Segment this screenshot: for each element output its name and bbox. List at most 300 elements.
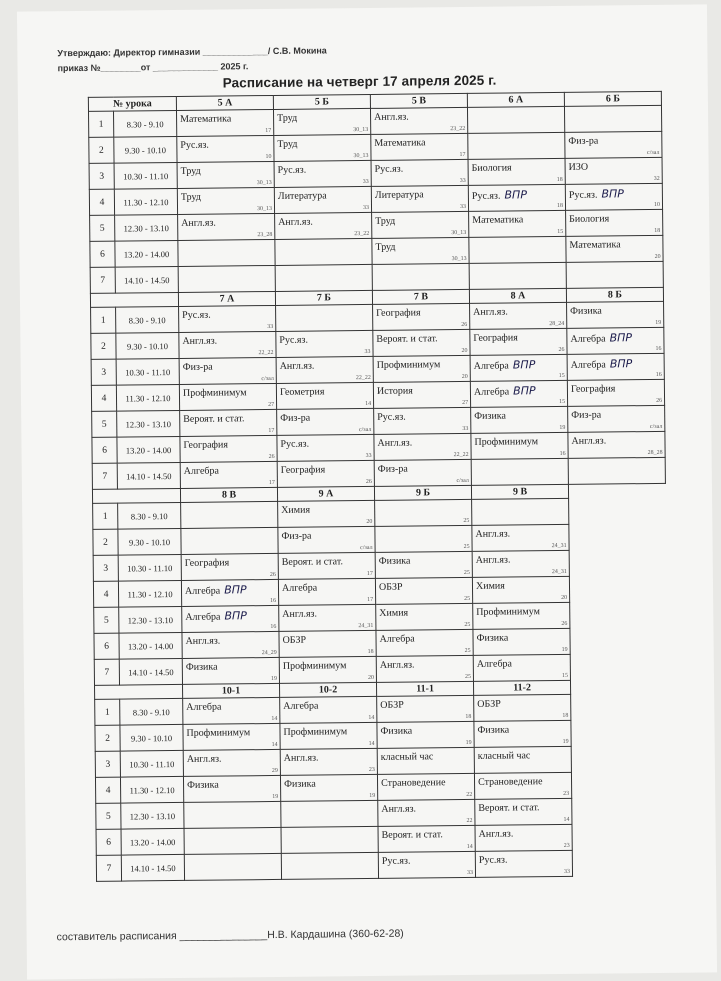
- schedule-cell: [181, 501, 278, 528]
- lesson-number: 1: [91, 307, 116, 333]
- schedule-cell: [373, 381, 470, 408]
- subject: Англ.яз.: [185, 635, 221, 647]
- schedule-cell: [278, 578, 375, 605]
- room-number: 15: [558, 372, 565, 379]
- subject: Профминимум: [283, 726, 348, 738]
- schedule-cell: [378, 851, 475, 878]
- schedule-cell: [372, 237, 469, 264]
- handwritten-note: ВПР: [504, 188, 527, 202]
- schedule-cell: [474, 772, 571, 799]
- subject: Физика: [476, 632, 509, 644]
- empty-space: [569, 549, 666, 576]
- lesson-time: 13.20 - 14.00: [117, 436, 180, 463]
- subject: Рус.яз.: [374, 163, 404, 175]
- room-number: с/зал: [649, 423, 663, 431]
- schedule-cell: [277, 408, 374, 435]
- subject: Англ.яз.: [181, 217, 216, 229]
- lesson-time: 10.30 - 11.10: [114, 162, 177, 189]
- empty-space: [572, 849, 669, 876]
- room-number: 23_22: [450, 125, 466, 133]
- subject: Англ.яз.: [278, 216, 313, 228]
- subject: Рус.яз.: [182, 309, 211, 321]
- schedule-cell: [467, 106, 564, 133]
- room-number: 18: [465, 713, 472, 720]
- lesson-time: 12.30 - 13.10: [117, 410, 180, 437]
- room-number: 33: [362, 204, 370, 212]
- schedule-cell: [279, 604, 376, 631]
- schedule-cell: [275, 238, 372, 265]
- schedule-cell: [567, 353, 664, 380]
- schedule-cell: [374, 433, 471, 460]
- lesson-number: 2: [89, 137, 114, 163]
- lesson-number: 2: [91, 333, 116, 359]
- subject: Физика: [283, 778, 316, 790]
- room-number: 28_28: [647, 449, 663, 457]
- room-number: 19: [559, 424, 566, 431]
- schedule-cell: [275, 264, 372, 291]
- room-number: с/зал: [456, 477, 469, 485]
- schedule-cell: [470, 380, 567, 407]
- empty-space: [568, 483, 665, 498]
- class-name: 7 Б: [275, 290, 372, 305]
- subject: Физ-ра: [568, 135, 599, 147]
- room-number: 22: [466, 817, 473, 824]
- room-number: 19: [270, 675, 277, 683]
- subject-text: Алгебра: [570, 333, 606, 345]
- room-number: 14: [563, 816, 570, 823]
- schedule-cell: [471, 458, 568, 485]
- subject: Англ.яз.: [374, 111, 409, 123]
- subject: Рус.яз.: [478, 854, 508, 866]
- subject: ОБЗР: [477, 698, 501, 710]
- room-number: 18: [556, 176, 563, 183]
- room-number: 23: [563, 842, 570, 849]
- subject: Труд: [375, 241, 396, 253]
- schedule-cell: [280, 774, 377, 801]
- lesson-number-header: № урока: [88, 96, 176, 111]
- subject: Физ-ра: [280, 412, 311, 424]
- subject: Физ-ра: [571, 409, 602, 421]
- room-number: 26: [269, 571, 276, 579]
- lesson-number: 1: [88, 111, 113, 137]
- schedule-cell: [566, 209, 663, 236]
- room-number: 17: [366, 570, 373, 578]
- class-name: 5 В: [370, 93, 467, 108]
- subject: Химия: [379, 607, 409, 619]
- lesson-number: 4: [95, 777, 120, 803]
- schedule-cell: [276, 330, 373, 357]
- room-number: 14: [368, 714, 375, 721]
- schedule-cell: [472, 524, 569, 551]
- schedule-cell: [374, 407, 471, 434]
- schedule-cell: [475, 850, 572, 877]
- schedule-cell: [182, 657, 279, 684]
- schedule-cell: [377, 773, 474, 800]
- lesson-time: 14.10 - 14.50: [121, 854, 184, 881]
- subject: Англ.яз.: [475, 554, 511, 566]
- room-number: 14: [466, 843, 473, 850]
- subject: Профминимум: [282, 660, 347, 672]
- schedule-cell: [276, 382, 373, 409]
- lesson-number: 2: [93, 529, 118, 555]
- lesson-time: 11.30 - 12.10: [120, 776, 183, 803]
- room-number: 33: [459, 203, 467, 211]
- lesson-time: 8.30 - 9.10: [116, 306, 179, 333]
- schedule-cell: [376, 629, 473, 656]
- room-number: с/зал: [261, 375, 274, 383]
- room-number: с/зал: [360, 544, 373, 552]
- schedule-cell: [470, 302, 567, 329]
- room-number: 16: [655, 345, 662, 352]
- schedule-cell: [180, 435, 277, 462]
- subject: Профминимум: [476, 606, 540, 618]
- handwritten-note: ВПР: [224, 583, 247, 597]
- subject: Труд: [180, 191, 202, 203]
- lesson-number-header: [95, 684, 183, 699]
- lesson-time: 9.30 - 10.10: [120, 724, 183, 751]
- subject: Вероят. и стат.: [478, 802, 540, 814]
- schedule-cell: [179, 357, 276, 384]
- lesson-number: 6: [90, 241, 115, 267]
- room-number: 17: [268, 479, 275, 487]
- room-number: 10: [265, 153, 272, 161]
- lesson-number: 5: [90, 215, 115, 241]
- class-name: 9 В: [471, 484, 568, 499]
- room-number: 19: [465, 739, 472, 746]
- subject: Физ-ра: [182, 361, 213, 373]
- room-number: 14: [368, 740, 375, 747]
- room-number: 18: [556, 202, 564, 209]
- subject: класный час: [380, 751, 434, 763]
- empty-space: [572, 797, 669, 824]
- schedule-cell: [568, 457, 665, 484]
- room-number: 26: [365, 478, 372, 486]
- room-number: 16: [559, 450, 566, 457]
- schedule-cell: [375, 577, 472, 604]
- schedule-cell: [281, 852, 378, 879]
- room-number: 15: [559, 398, 566, 405]
- lesson-number: 7: [94, 659, 119, 685]
- schedule-cell: [567, 379, 664, 406]
- subject: Алгебра: [186, 701, 222, 713]
- schedule-cell: [178, 239, 275, 266]
- room-number: 25: [464, 621, 471, 628]
- schedule-cell: [470, 354, 567, 381]
- subject: [570, 331, 632, 345]
- subject: Профминимум: [186, 727, 251, 739]
- room-number: 25: [463, 517, 470, 524]
- schedule-sheet: [17, 4, 717, 979]
- schedule-cell: [183, 775, 280, 802]
- room-number: 25: [463, 543, 470, 550]
- room-number: 22_22: [355, 374, 371, 382]
- schedule-cell: [470, 328, 567, 355]
- schedule-cell: [280, 696, 377, 723]
- schedule-cell: [566, 235, 663, 262]
- subject: Англ.яз.: [473, 306, 508, 318]
- subject: Биология: [471, 162, 512, 174]
- subject: Англ.яз.: [186, 753, 222, 765]
- schedule-cell: [371, 133, 468, 160]
- schedule-cell: [280, 748, 377, 775]
- room-number: 22_22: [453, 451, 469, 459]
- subject: Химия: [281, 504, 311, 516]
- subject: Математика: [472, 214, 524, 226]
- class-name: 5 Б: [273, 94, 370, 109]
- room-number: 26: [561, 620, 568, 627]
- room-number: 28_24: [549, 320, 565, 328]
- schedule-cell: [372, 211, 469, 238]
- empty-space: [570, 653, 667, 680]
- schedule-cell: [178, 213, 275, 240]
- class-name: 6 Б: [564, 91, 661, 106]
- subject: Страноведение: [380, 777, 446, 789]
- room-number: 33: [462, 425, 469, 432]
- subject: Физика: [380, 725, 413, 737]
- schedule-cell: [468, 184, 565, 211]
- empty-space: [569, 575, 666, 602]
- schedule-cell: [180, 409, 277, 436]
- subject: Рус.яз.: [279, 334, 309, 346]
- schedule-cell: [280, 722, 377, 749]
- subject: ОБЗР: [282, 634, 307, 646]
- schedule-cell: [468, 158, 565, 185]
- subject: Труд: [277, 112, 298, 124]
- lesson-number: 5: [94, 607, 119, 633]
- subject: Алгебра: [281, 582, 318, 594]
- room-number: 23_28: [257, 231, 273, 239]
- schedule-cell: [184, 827, 281, 854]
- schedule-cell: [566, 261, 663, 288]
- handwritten-note: ВПР: [512, 358, 536, 372]
- lesson-number: 3: [91, 359, 116, 385]
- empty-space: [569, 523, 666, 550]
- schedule-cell: [181, 579, 278, 606]
- schedule-cell: [281, 800, 378, 827]
- empty-space: [570, 627, 667, 654]
- schedule-cell: [177, 135, 274, 162]
- subject: Страноведение: [477, 776, 543, 788]
- lesson-number: 1: [95, 699, 120, 725]
- empty-space: [571, 693, 668, 720]
- table-row: [96, 849, 669, 881]
- schedule-cell: [279, 630, 376, 657]
- schedule-cell: [276, 356, 373, 383]
- room-number: 19: [369, 792, 376, 799]
- subject: Химия: [475, 580, 505, 592]
- subject: Вероят. и стат.: [281, 556, 344, 568]
- schedule-cell: [370, 107, 467, 134]
- room-number: 18: [654, 227, 661, 234]
- schedule-cell: [474, 746, 571, 773]
- room-number: 15: [557, 228, 564, 235]
- schedule-cell: [278, 552, 375, 579]
- subject: Физика: [187, 779, 219, 791]
- subject: Физика: [185, 661, 218, 673]
- lesson-time: 11.30 - 12.10: [116, 384, 179, 411]
- schedule-cell: [372, 263, 469, 290]
- schedule-cell: [182, 605, 279, 632]
- subject: Англ.яз.: [475, 528, 511, 540]
- lesson-number: 5: [92, 411, 117, 437]
- room-number: 30_13: [353, 126, 369, 134]
- subject: История: [376, 385, 413, 397]
- schedule-cell: [179, 331, 276, 358]
- room-number: 25: [463, 569, 470, 576]
- room-number: 33: [362, 178, 369, 186]
- room-number: 27: [268, 401, 275, 409]
- subject: Рус.яз.: [277, 164, 307, 176]
- schedule-cell: [567, 301, 664, 328]
- schedule-cell: [475, 824, 572, 851]
- room-number: 24_31: [551, 568, 567, 576]
- room-number: 30_13: [451, 229, 467, 237]
- lesson-time: 10.30 - 11.10: [120, 750, 183, 777]
- room-number: 24_29: [261, 649, 277, 657]
- room-number: 19: [272, 793, 279, 801]
- lesson-number: 6: [92, 437, 117, 463]
- lesson-time: 11.30 - 12.10: [118, 580, 181, 607]
- subject: Алгебра: [183, 465, 219, 477]
- schedule-cell: [377, 695, 474, 722]
- room-number: 15: [561, 672, 568, 679]
- lesson-time: 13.20 - 14.00: [121, 828, 184, 855]
- subject: География: [183, 439, 228, 451]
- lesson-number: 1: [93, 503, 118, 529]
- subject: Англ.яз.: [571, 435, 607, 447]
- schedule-cell: [373, 303, 470, 330]
- schedule-cell: [565, 157, 662, 184]
- subject: География: [473, 332, 518, 344]
- schedule-cell: [565, 131, 662, 158]
- lesson-number: 4: [89, 189, 114, 215]
- subject: Профминимум: [182, 387, 247, 399]
- lesson-number: 2: [95, 725, 120, 751]
- schedule-cell: [375, 525, 472, 552]
- room-number: 33: [563, 868, 571, 875]
- empty-space: [571, 745, 668, 772]
- handwritten-note: ВПР: [601, 187, 624, 201]
- subject: [472, 188, 527, 202]
- room-number: 20: [461, 373, 468, 381]
- room-number: 30_13: [256, 179, 272, 187]
- schedule-cell: [472, 498, 569, 525]
- lesson-number: 3: [93, 555, 118, 581]
- page-title: Расписание на четверг 17 апреля 2025 г.: [222, 72, 497, 91]
- room-number: 22_22: [258, 349, 274, 357]
- room-number: 32: [653, 175, 660, 182]
- room-number: 25: [464, 647, 471, 654]
- schedule-cell: [376, 603, 473, 630]
- order-line: приказ №________от _____________ 2025 г.: [57, 61, 249, 74]
- schedule-cell: [565, 183, 662, 210]
- handwritten-note: ВПР: [224, 609, 247, 623]
- room-number: 33: [267, 323, 274, 331]
- empty-space: [571, 771, 668, 798]
- class-name: 10-2: [279, 682, 376, 697]
- lesson-number: 3: [95, 751, 120, 777]
- schedule-cell: [564, 105, 661, 132]
- subject: География: [376, 307, 421, 319]
- lesson-time: 12.30 - 13.10: [115, 214, 178, 241]
- schedule-cell: [179, 383, 276, 410]
- class-name: 11-1: [376, 681, 473, 696]
- room-number: 17: [265, 127, 272, 135]
- subject-text: Алгебра: [185, 611, 221, 623]
- subject: Рус.яз.: [180, 139, 209, 151]
- schedule-cell: [177, 161, 274, 188]
- room-number: 23: [368, 766, 375, 773]
- room-number: 10: [653, 201, 661, 208]
- schedule-cell: [473, 654, 570, 681]
- subject: [185, 609, 247, 623]
- schedule-cell: [181, 527, 278, 554]
- lesson-number-header: [92, 488, 180, 503]
- room-number: 20: [561, 594, 568, 601]
- schedule-cell: [183, 697, 280, 724]
- subject: [571, 357, 633, 371]
- room-number: 26: [461, 321, 468, 329]
- subject: Физика: [378, 555, 411, 567]
- room-number: 16: [655, 371, 662, 378]
- room-number: 20: [367, 674, 374, 682]
- schedule-cell: [182, 631, 279, 658]
- subject: Профминимум: [376, 359, 441, 371]
- room-number: 19: [655, 319, 662, 326]
- schedule-cell: [378, 799, 475, 826]
- subject: Алгебра: [476, 658, 513, 670]
- lesson-time: 8.30 - 9.10: [113, 110, 176, 137]
- lesson-number: 4: [93, 581, 118, 607]
- subject: Рус.яз.: [381, 855, 411, 867]
- schedule-cell: [375, 551, 472, 578]
- room-number: с/зал: [647, 149, 660, 157]
- lesson-number: 6: [96, 829, 121, 855]
- subject: Физ-ра: [377, 463, 408, 475]
- room-number: 17: [459, 151, 466, 159]
- schedule-cell: [277, 460, 374, 487]
- lesson-time: 10.30 - 11.10: [118, 554, 181, 581]
- schedule-cell: [178, 265, 275, 292]
- room-number: 25: [464, 595, 471, 602]
- schedule-cell: [473, 628, 570, 655]
- room-number: 20: [366, 518, 373, 526]
- class-name: 6 А: [467, 92, 564, 107]
- room-number: 30_13: [353, 152, 369, 160]
- subject: Англ.яз.: [282, 608, 318, 620]
- schedule-cell: [376, 655, 473, 682]
- subject: [185, 583, 247, 597]
- subject: [474, 384, 536, 398]
- subject: ОБЗР: [380, 699, 404, 711]
- subject-text: Алгебра: [184, 585, 221, 597]
- subject: Англ.яз.: [379, 659, 415, 671]
- schedule-cell: [184, 853, 281, 880]
- schedule-cell: [281, 826, 378, 853]
- lesson-number: 7: [96, 855, 121, 881]
- schedule-cell: [377, 721, 474, 748]
- room-number: 17: [367, 596, 374, 604]
- lesson-time: 14.10 - 14.50: [117, 462, 180, 489]
- empty-space: [570, 601, 667, 628]
- empty-space: [569, 497, 666, 524]
- lesson-time: 14.10 - 14.50: [119, 658, 182, 685]
- empty-space: [572, 823, 669, 850]
- lesson-time: 8.30 - 9.10: [118, 502, 181, 529]
- subject: Физика: [570, 305, 602, 317]
- approval-line: Утверждаю: Директор гимназии _____________/ С.В. Мокина: [57, 45, 327, 59]
- subject: Физика: [477, 724, 510, 736]
